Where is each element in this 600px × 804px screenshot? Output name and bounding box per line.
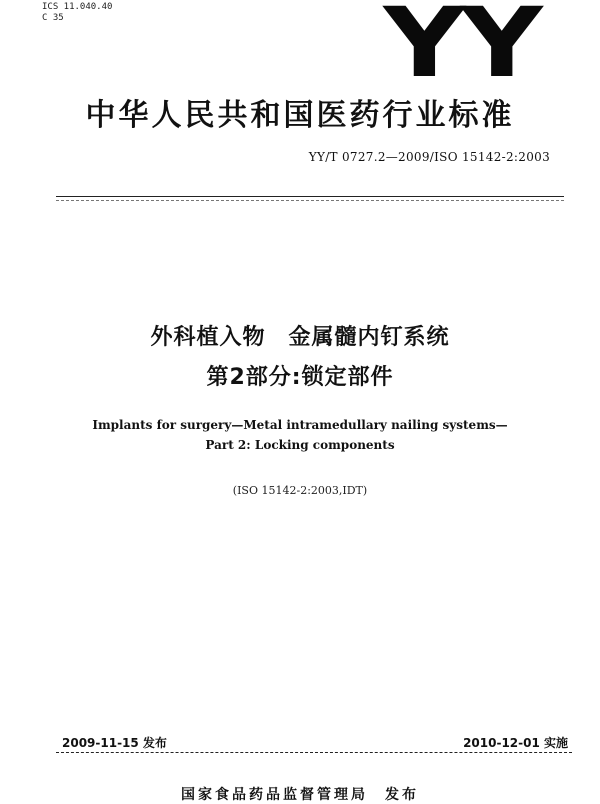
ccs-code: C 35: [42, 13, 64, 23]
standard-category-title: 中华人民共和国医药行业标准: [85, 98, 515, 133]
classification-codes: [42, 2, 112, 24]
header-divider: [56, 196, 564, 197]
english-title-line-2: Part 2: Locking components: [205, 438, 395, 452]
implementation-date: 2010-12-01 实施: [463, 736, 568, 750]
standard-number: YY/T 0727.2—2009/ISO 15142-2:2003: [308, 150, 550, 164]
chinese-title-line-1: 外科植入物 金属髓内钉系统: [150, 325, 450, 350]
header-divider-secondary: [56, 200, 564, 201]
yy-logo: YY: [383, 0, 538, 99]
english-title-line-1: Implants for surgery—Metal intramedullary nailing systems—: [92, 418, 508, 432]
issue-date: 2009-11-15 发布: [62, 736, 167, 750]
ics-code: ICS 11.040.40: [42, 2, 113, 12]
chinese-title-line-2: 第2部分:锁定部件: [206, 365, 394, 390]
issuing-authority: 国家食品药品监督管理局 发布: [181, 787, 419, 803]
iso-equivalence: (ISO 15142-2:2003,IDT): [232, 484, 368, 497]
footer-divider: [56, 752, 572, 753]
